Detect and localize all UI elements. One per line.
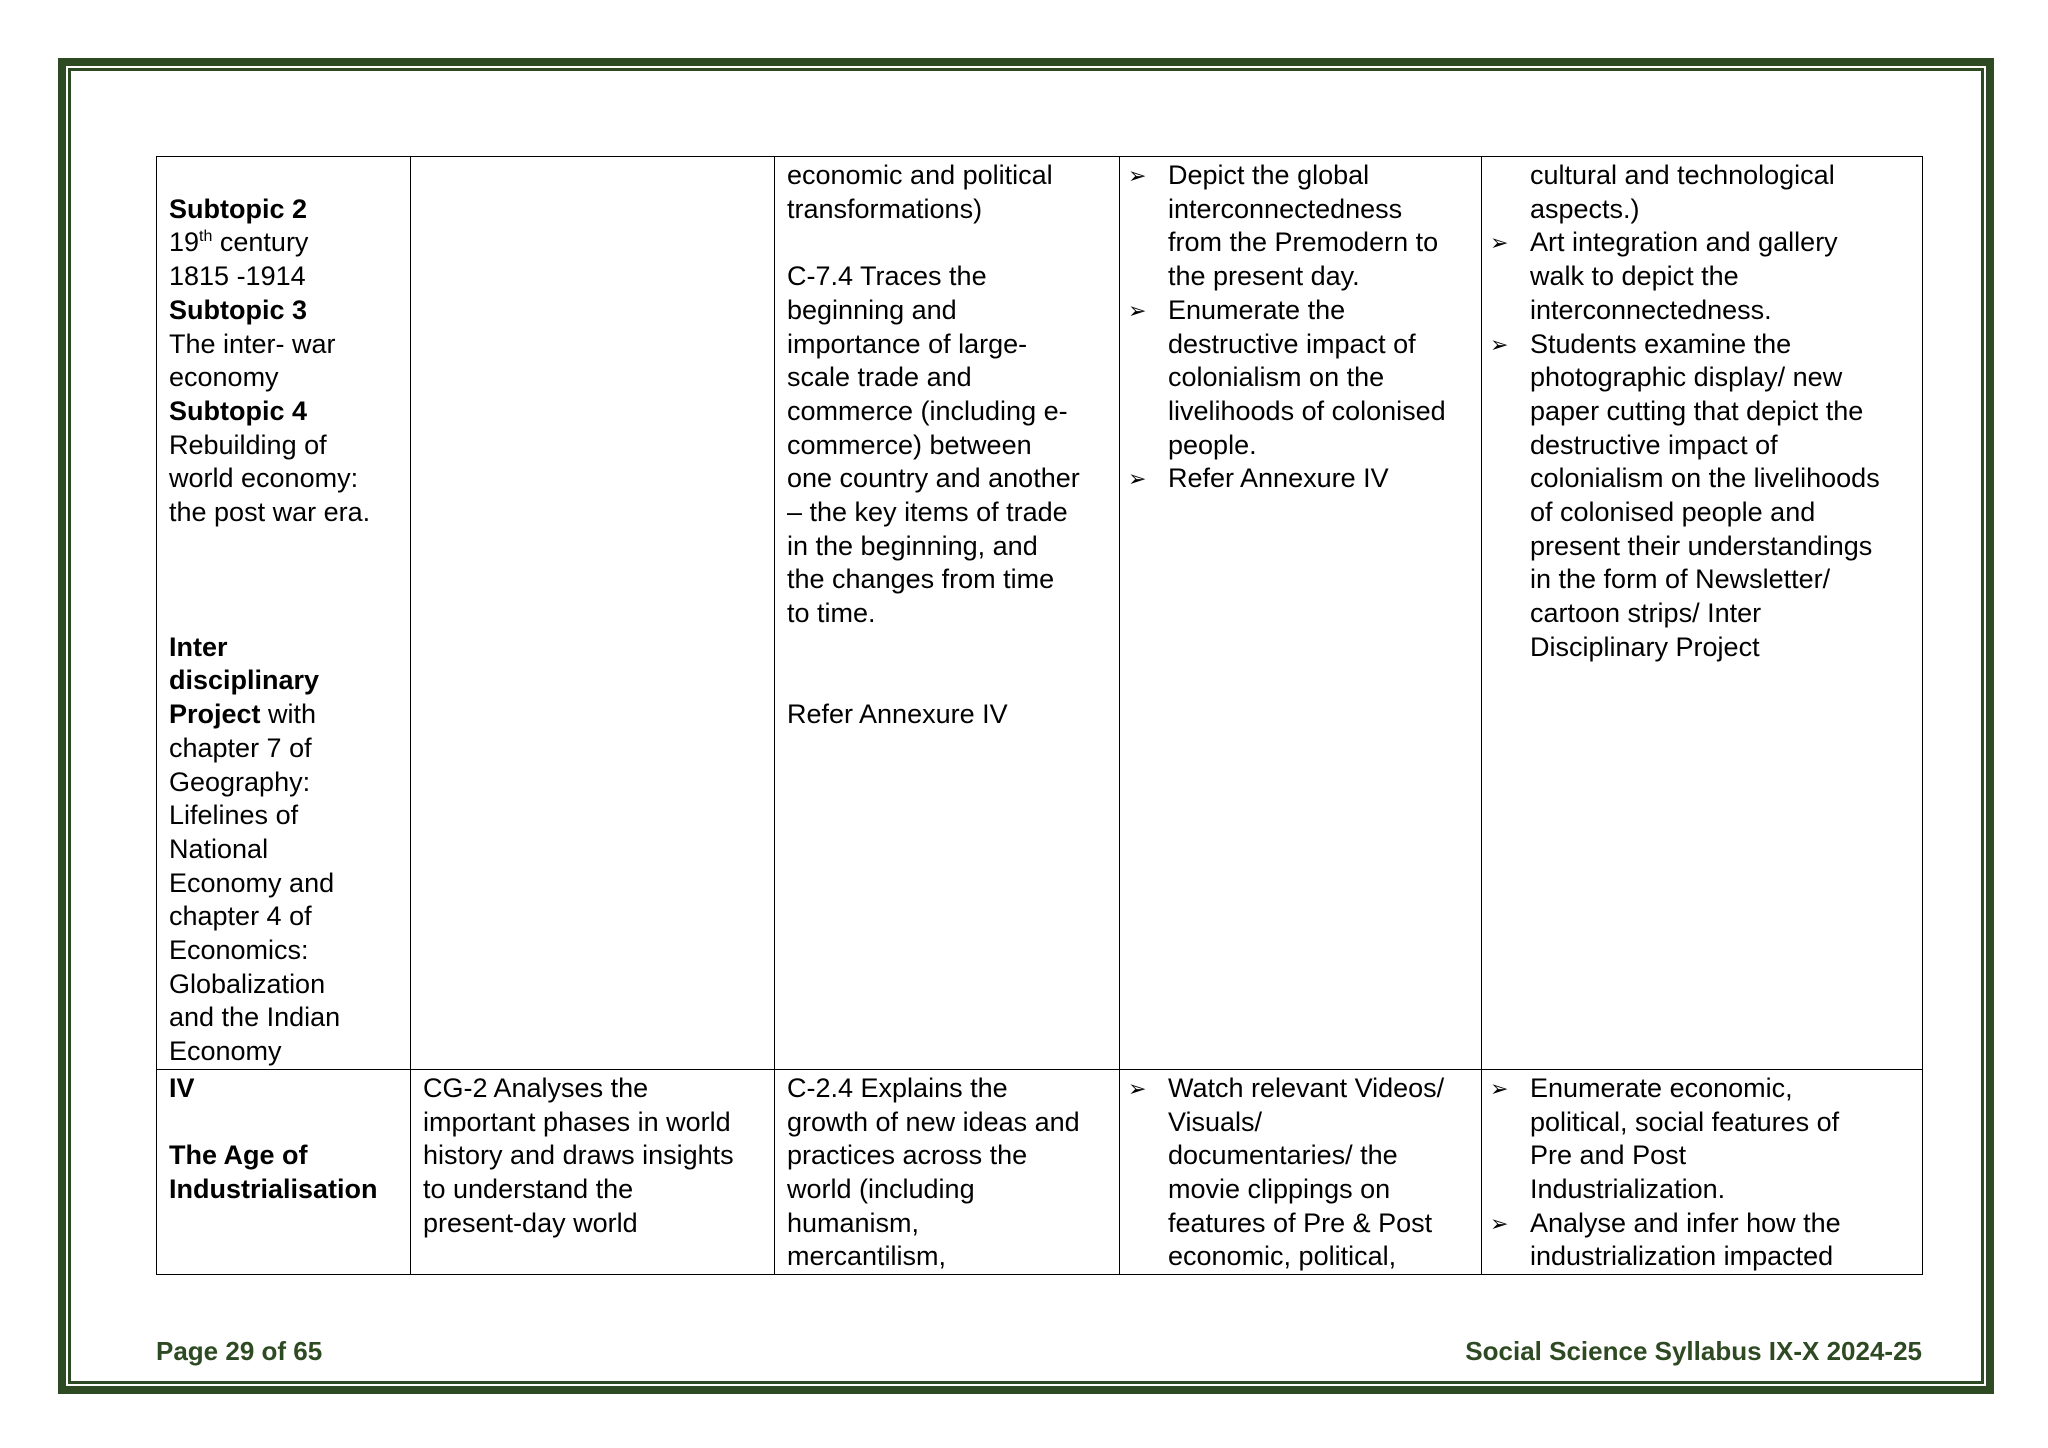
list-item: ➢ Enumerate economic, political, social features of Pre and Post Industrialization.	[1490, 1072, 1840, 1204]
chapter-numeral: IV	[169, 1072, 195, 1103]
competency-cell	[411, 1069, 775, 1274]
interdisciplinary-project: Inter disciplinary Project with chapter 7 of Geography: Lifelines of National Economy and chapter 4 of Economics: Globalization and the Indian Economy	[169, 631, 341, 1067]
arrowhead-icon: ➢	[1490, 230, 1509, 256]
arrowhead-icon: ➢	[1128, 163, 1147, 188]
subtopic-4-heading: Subtopic 4	[169, 395, 308, 426]
chapter-title: The Age of Industrialisation	[169, 1140, 378, 1204]
subtopic-3-text: The inter- war economy	[169, 328, 336, 393]
suggested-activities-cell	[1120, 157, 1482, 1070]
pedagogy-list	[1490, 226, 1912, 664]
subtopic-2-heading: Subtopic 2	[169, 193, 308, 224]
subtopic-2-century: 19th century	[169, 227, 309, 258]
list-item: ➢ Enumerate the destructive impact of colonialism on the livelihoods of colonised people.	[1128, 294, 1446, 460]
learning-outcome-text-1: economic and political transformations)	[787, 160, 1053, 224]
activities-list	[1128, 1072, 1471, 1274]
page-number: Page 29 of 65	[156, 1336, 323, 1366]
list-item: ➢ Students examine the photographic display/ new paper cutting that depict the destructive impact of colonialism on the livelihoods of colonised people and present their understandings in the form of Newsletter/ cartoon strips/ Inter Disciplinary Project	[1490, 328, 1880, 662]
arrowhead-icon: ➢	[1128, 1075, 1147, 1101]
arrowhead-icon: ➢	[1490, 1075, 1509, 1101]
competency-cell	[411, 157, 775, 1070]
pedagogy-cell	[1482, 157, 1923, 1070]
arrowhead-icon: ➢	[1128, 297, 1147, 323]
suggested-activities-cell	[1120, 1069, 1482, 1274]
activities-list	[1128, 159, 1471, 496]
learning-outcome-text-3: Refer Annexure IV	[787, 698, 1008, 729]
list-item: ➢ Depict the global interconnectedness from the Premodern to the present day.	[1128, 160, 1439, 292]
list-item: ➢ Art integration and gallery walk to depict the interconnectedness.	[1490, 227, 1838, 325]
table-row	[157, 157, 1923, 1070]
competency-text: CG-2 Analyses the important phases in world history and draws insights to understand the present-day world	[423, 1072, 734, 1238]
learning-outcome-cell	[775, 157, 1120, 1070]
list-item: ➢ Analyse and infer how the industrialization impacted	[1490, 1207, 1841, 1272]
arrowhead-icon: ➢	[1490, 1210, 1509, 1236]
pedagogy-lead-text: cultural and technological aspects.)	[1530, 160, 1835, 224]
learning-outcome-text-2: C-7.4 Traces the beginning and importance of large- scale trade and commerce (including e- commerce) between one country and another – the key items of trade in the beginning, and the changes from time to time.	[787, 261, 1080, 629]
subtopic-4-text: Rebuilding of world economy: the post war era.	[169, 429, 371, 528]
syllabus-table	[156, 156, 1923, 1275]
document-title: Social Science Syllabus IX-X 2024-25	[1465, 1336, 1922, 1366]
list-item: ➢ Refer Annexure IV	[1132, 462, 1471, 496]
arrowhead-icon: ➢	[1490, 331, 1509, 357]
topic-cell	[157, 1069, 411, 1274]
pedagogy-cell	[1482, 1069, 1923, 1274]
subtopic-2-years: 1815 -1914	[169, 261, 306, 292]
list-item: ➢ Watch relevant Videos/ Visuals/ documentaries/ the movie clippings on features of Pre & Post economic, political,	[1128, 1072, 1445, 1272]
learning-outcome-text: C-2.4 Explains the growth of new ideas and practices across the world (including humanism, mercantilism,	[787, 1072, 1080, 1272]
learning-outcome-cell	[775, 1069, 1120, 1274]
pedagogy-list	[1490, 1072, 1912, 1274]
topic-cell	[157, 157, 411, 1070]
table-row	[157, 1069, 1923, 1274]
subtopic-3-heading: Subtopic 3	[169, 294, 308, 325]
arrowhead-icon: ➢	[1128, 466, 1147, 492]
